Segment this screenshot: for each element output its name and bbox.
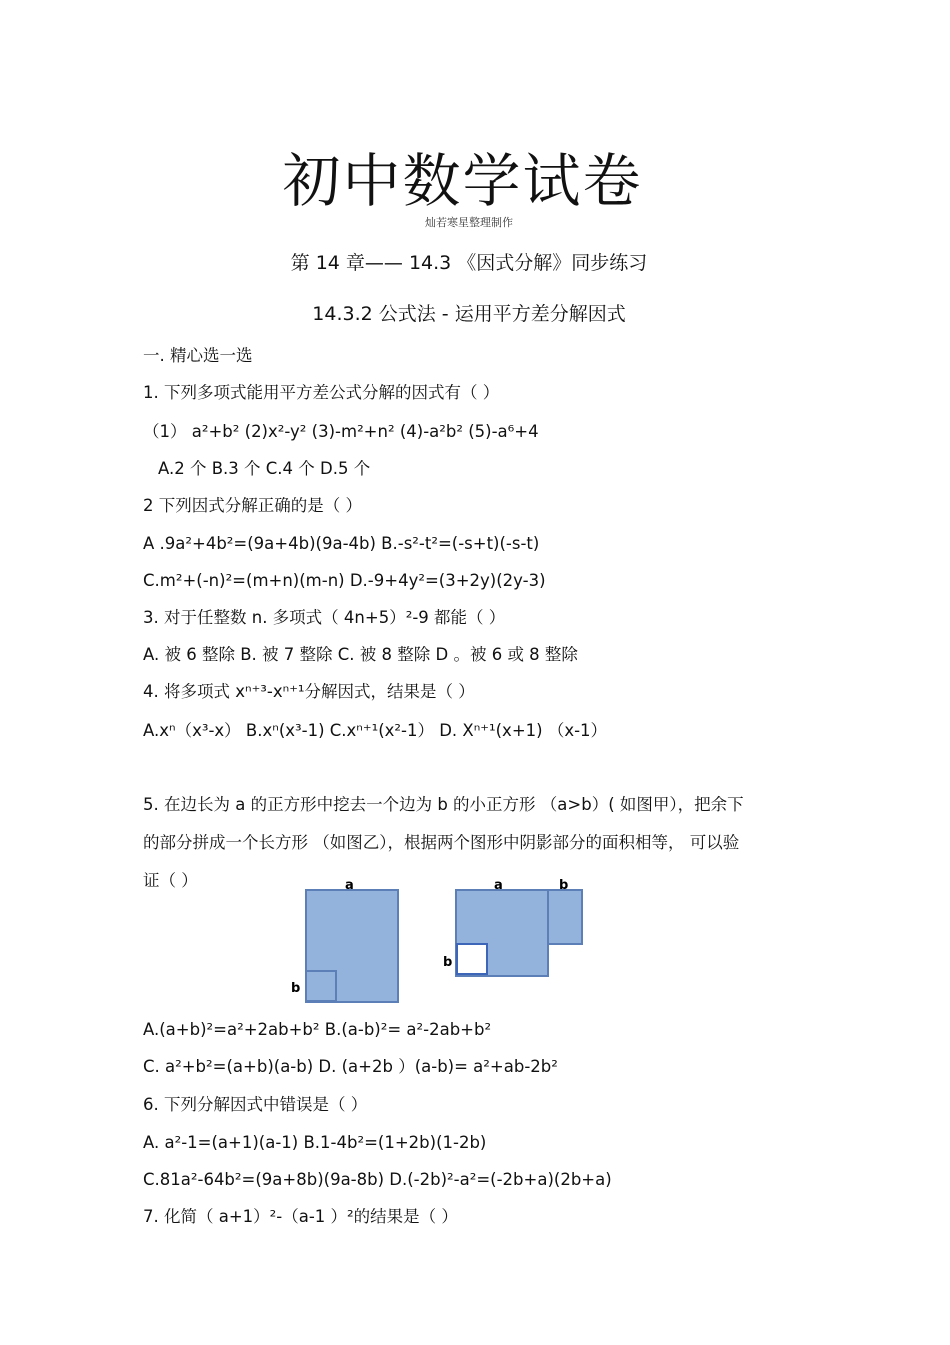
fig-yi-a-label: a — [494, 878, 503, 893]
fig-jia-a-label: a — [345, 878, 354, 893]
q5-options-line2: C. a²+b²=(a+b)(a-b) D. (a+2b ）(a-b)= a²+ab-2b² — [143, 1057, 558, 1076]
q6-stem: 6. 下列分解因式中错误是（ ） — [143, 1095, 368, 1114]
q4-stem: 4. 将多项式 xⁿ⁺³-xⁿ⁺¹分解因式，结果是（ ） — [143, 682, 475, 701]
q4-options: A.xⁿ（x³-x） B.xⁿ(x³-1) C.xⁿ⁺¹(x²-1） D. Xⁿ⁺¹(x+1) （x-1） — [143, 721, 608, 740]
q3-options: A. 被 6 整除 B. 被 7 整除 C. 被 8 整除 D 。被 6 或 8 整除 — [143, 645, 578, 664]
figure-yi — [440, 874, 590, 984]
q1-options: A.2 个 B.3 个 C.4 个 D.5 个 — [158, 459, 371, 478]
q6-line2: C.81a²-64b²=(9a+8b)(9a-8b) D.(-2b)²-a²=(-2b+a)(2b+a) — [143, 1170, 612, 1189]
section-heading: 14.3.2 公式法 - 运用平方差分解因式 — [312, 303, 626, 325]
chapter-heading: 第 14 章—— 14.3 《因式分解》同步练习 — [290, 252, 648, 274]
page-title: 初中数学试卷 — [282, 147, 643, 215]
q6-line1: A. a²-1=(a+1)(a-1) B.1-4b²=(1+2b)(1-2b) — [143, 1133, 487, 1152]
q1-stem: 1. 下列多项式能用平方差公式分解的因式有（ ） — [143, 383, 500, 402]
q1-items: （1） a²+b² (2)x²-y² (3)-m²+n² (4)-a²b² (5)-a⁶+4 — [143, 422, 539, 441]
fig-yi-cutout-square — [457, 944, 487, 974]
q3-stem: 3. 对于任整数 n. 多项式（ 4n+5）²-9 都能（ ） — [143, 608, 506, 627]
fig-yi-side-rect — [548, 890, 582, 944]
fig-jia-b-label: b — [291, 981, 301, 996]
fig-yi-b-top-label: b — [559, 878, 569, 893]
q5-stem-line3: 证（ ） — [143, 871, 198, 890]
fig-yi-b-left-label: b — [443, 955, 453, 970]
q5-options-line1: A.(a+b)²=a²+2ab+b² B.(a-b)²= a²-2ab+b² — [143, 1020, 492, 1039]
q5-stem-line1: 5. 在边长为 a 的正方形中挖去一个边为 b 的小正方形 （a>b）( 如图甲），把余下 — [143, 795, 744, 814]
q2-line1: A .9a²+4b²=(9a+4b)(9a-4b) B.-s²-t²=(-s+t)(-s-t) — [143, 534, 540, 553]
byline: 灿若寒星整理制作 — [425, 216, 513, 229]
q2-stem: 2 下列因式分解正确的是（ ） — [143, 496, 362, 515]
q5-stem-line2: 的部分拼成一个长方形 （如图乙），根据两个图形中阴影部分的面积相等， 可以验 — [143, 833, 740, 852]
figure-jia — [285, 874, 415, 1009]
q7-stem: 7. 化简（ a+1）²-（a-1 ）²的结果是（ ） — [143, 1207, 458, 1226]
part-heading: 一. 精心选一选 — [143, 346, 253, 365]
fig-jia-small-square — [306, 971, 336, 1001]
q2-line2: C.m²+(-n)²=(m+n)(m-n) D.-9+4y²=(3+2y)(2y-3) — [143, 571, 546, 590]
